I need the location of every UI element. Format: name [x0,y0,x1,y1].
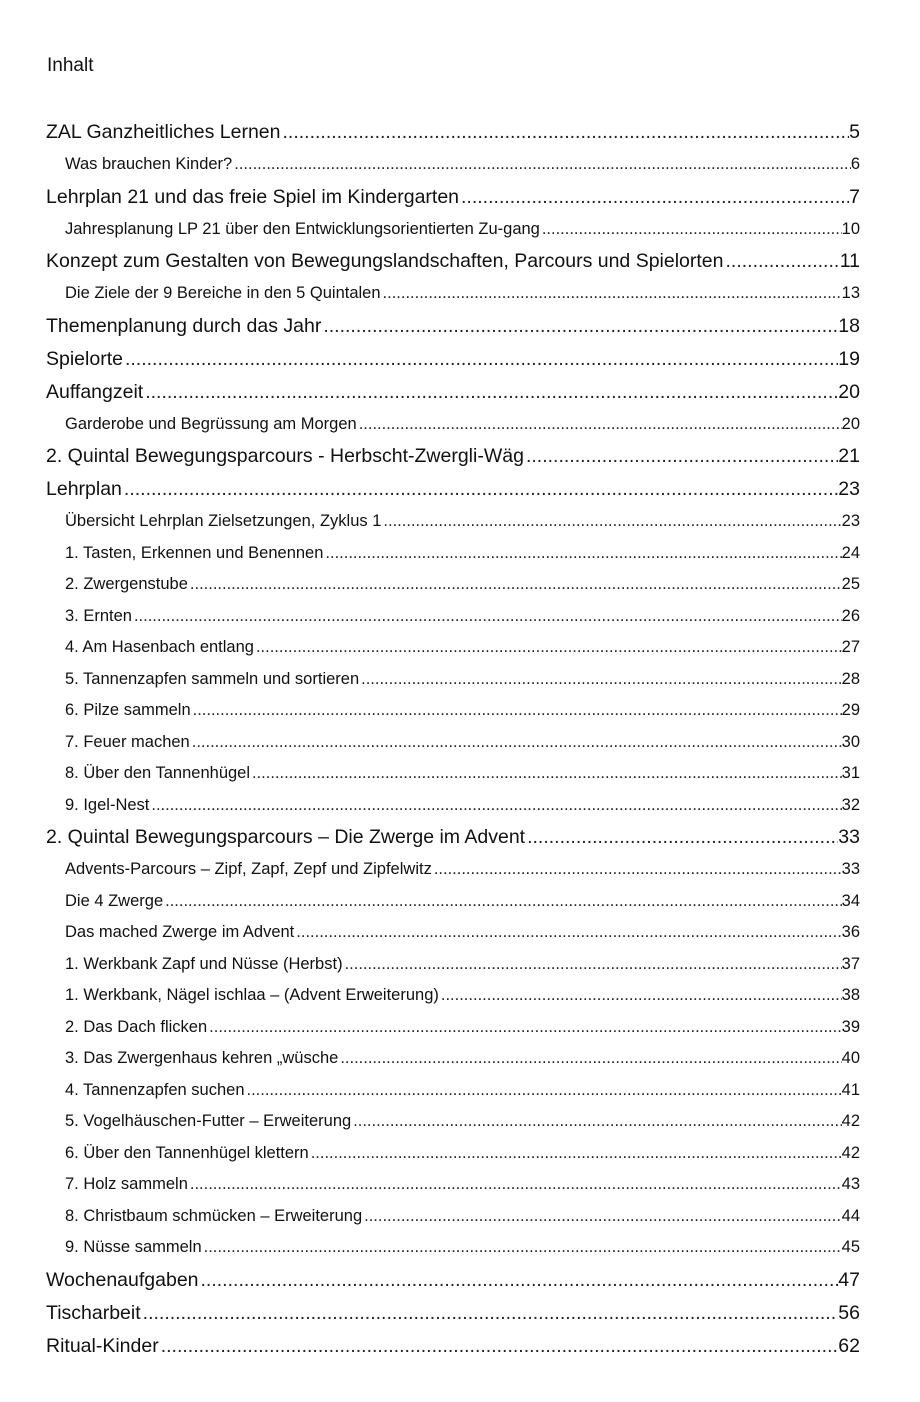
toc-entry-title: 2. Zwergenstube [65,575,188,593]
toc-subentry[interactable] [46,664,860,696]
toc-entry-title: 5. Vogelhäuschen-Futter – Erweiterung [65,1112,352,1130]
dot-leader [724,245,840,278]
toc-entry-title: 1. Werkbank, Nägel ischlaa – (Advent Erweiterung) [65,986,439,1004]
toc-subentry[interactable] [46,601,860,633]
dot-leader [143,376,838,409]
dot-leader [207,1012,841,1044]
toc-entry-title: 7. Feuer machen [65,732,190,751]
toc-subentry[interactable] [46,758,860,790]
toc-page-number: 10 [841,219,860,238]
toc-entry[interactable] [46,181,860,214]
dot-leader [202,1232,842,1264]
dot-leader [359,664,842,696]
toc-subentry[interactable] [46,149,860,181]
toc-subentry[interactable] [46,1169,860,1201]
toc-entry-title: Konzept zum Gestalten von Bewegungslandschaften, Parcours und Spielorten [46,250,724,272]
toc-entry-title: 6. Pilze sammeln [65,701,191,719]
toc-entry-title: Themenplanung durch das Jahr [46,314,322,337]
toc-page-number: 30 [841,732,860,751]
toc-page-number: 24 [841,543,860,562]
toc-page-number: 28 [841,669,860,688]
toc-subentry[interactable] [46,569,860,601]
toc-entry-title: 8. Christbaum schmücken – Erweiterung [65,1206,363,1225]
toc-entry[interactable] [46,440,860,473]
toc-subentry[interactable] [46,1201,860,1233]
toc-page-number: 19 [838,347,860,370]
toc-entry-title: 3. Das Zwergenhaus kehren „wüsche [65,1049,339,1067]
dot-leader [281,116,850,149]
table-of-contents [46,116,860,1363]
toc-subentry[interactable] [46,1012,860,1044]
toc-subentry[interactable] [46,409,860,441]
toc-subentry[interactable] [46,790,860,822]
toc-entry[interactable] [46,310,860,343]
dot-leader [321,310,838,343]
dot-leader [149,790,841,822]
toc-subentry[interactable] [46,886,860,918]
toc-page-number: 20 [841,414,860,433]
toc-page-number: 27 [841,638,860,656]
toc-page-number: 18 [838,314,860,337]
toc-page-number: 23 [838,478,860,500]
dot-leader [351,1106,841,1138]
dot-leader [540,214,842,246]
toc-page-number: 33 [841,860,860,878]
toc-page-number: 43 [841,1175,860,1193]
toc-entry-title: Das mached Zwerge im Advent [65,923,295,941]
toc-entry-title: Lehrplan 21 und das freie Spiel im Kindergarten [46,185,460,208]
toc-entry-title: 9. Nüsse sammeln [65,1238,202,1256]
toc-entry-title: Auffangzeit [46,380,144,403]
toc-page-number: 5 [849,121,860,143]
toc-entry-title: 7. Holz sammeln [65,1175,188,1193]
toc-entry-title: Wochenaufgaben [46,1268,199,1291]
toc-entry-title: Jahresplanung LP 21 über den Entwicklungsorientierten Zu-gang [65,219,540,238]
dot-leader [191,695,842,727]
toc-page-number: 47 [838,1268,860,1291]
toc-entry[interactable] [46,821,860,854]
toc-entry[interactable] [46,1297,860,1330]
toc-entry-title: 2. Quintal Bewegungsparcours - Herbscht-Zwergli-Wäg [46,445,524,467]
toc-page-number: 23 [841,512,860,530]
dot-leader [159,1330,839,1363]
toc-page-number: 11 [839,250,860,272]
toc-page-number: 40 [841,1049,860,1067]
toc-entry-title: Spielorte [46,347,123,370]
toc-entry-title: Tischarbeit [46,1301,141,1324]
toc-entry-title: Garderobe und Begrüssung am Morgen [65,414,357,433]
toc-page-number: 7 [849,185,860,208]
toc-subentry[interactable] [46,538,860,570]
dot-leader [459,181,849,214]
dot-leader [294,917,841,949]
toc-subentry[interactable] [46,214,860,246]
toc-page-number: 41 [841,1080,860,1099]
dot-leader [338,1043,841,1075]
dot-leader [254,632,842,664]
toc-subentry[interactable] [46,727,860,759]
toc-entry-title: Was brauchen Kinder? [65,155,233,173]
toc-entry-title: 8. Über den Tannenhügel [65,764,251,782]
toc-entry-title: Lehrplan [46,478,122,500]
toc-page-number: 44 [841,1206,860,1225]
toc-entry[interactable] [46,343,860,376]
toc-entry-title: 2. Quintal Bewegungsparcours – Die Zwerge im Advent [46,826,526,848]
toc-subentry[interactable] [46,1138,860,1170]
toc-page-number: 31 [841,764,860,782]
toc-page-number: 38 [841,986,860,1004]
toc-entry-title: Ritual-Kinder [46,1334,159,1357]
dot-leader [199,1264,839,1297]
toc-subentry[interactable] [46,1075,860,1107]
dot-leader [188,569,842,601]
dot-leader [381,278,842,310]
toc-page-number: 34 [841,891,860,910]
toc-page-number: 45 [841,1238,860,1256]
dot-leader [188,1169,842,1201]
toc-page-number: 25 [841,575,860,593]
toc-entry-title: 4. Tannenzapfen suchen [65,1080,245,1099]
toc-entry-title: 3. Ernten [65,606,132,625]
toc-page-number: 36 [841,923,860,941]
dot-leader [525,821,838,854]
toc-page-number: 13 [841,284,860,302]
toc-entry[interactable] [46,1330,860,1363]
toc-page-number: 56 [838,1301,860,1324]
toc-entry[interactable] [46,376,860,409]
dot-leader [343,949,842,981]
toc-subentry[interactable] [46,1106,860,1138]
dot-leader [163,886,842,918]
toc-page-number: 33 [838,826,860,848]
dot-leader [250,758,842,790]
dot-leader [232,149,851,181]
toc-entry[interactable] [46,116,860,149]
toc-heading: Inhalt [47,55,94,76]
dot-leader [362,1201,842,1233]
toc-entry[interactable] [46,245,860,278]
dot-leader [123,343,838,376]
toc-page-number: 32 [841,795,860,814]
toc-subentry[interactable] [46,949,860,981]
toc-entry-title: Übersicht Lehrplan Zielsetzungen, Zyklus 1 [65,512,382,530]
dot-leader [132,601,842,633]
toc-entry-title: 4. Am Hasenbach entlang [65,638,254,656]
toc-page-number: 6 [850,155,860,173]
dot-leader [141,1297,839,1330]
toc-subentry[interactable] [46,632,860,664]
dot-leader [439,980,842,1012]
dot-leader [524,440,838,473]
toc-page-number: 37 [841,954,860,973]
toc-entry-title: ZAL Ganzheitliches Lernen [46,121,281,143]
toc-entry-title: 1. Werkbank Zapf und Nüsse (Herbst) [65,954,343,973]
toc-entry-title: Advents-Parcours – Zipf, Zapf, Zepf und Zipfelwitz [65,860,432,878]
toc-subentry[interactable] [46,506,860,538]
toc-entry-title: Die 4 Zwerge [65,891,164,910]
toc-entry-title: 6. Über den Tannenhügel klettern [65,1143,309,1162]
toc-entry-title: 1. Tasten, Erkennen und Benennen [65,543,324,562]
toc-page-number: 42 [841,1143,860,1162]
dot-leader [323,538,841,570]
toc-page-number: 62 [838,1334,860,1357]
toc-entry[interactable] [46,473,860,506]
toc-subentry[interactable] [46,695,860,727]
dot-leader [190,727,842,759]
toc-page-number: 26 [841,606,860,625]
toc-subentry[interactable] [46,917,860,949]
toc-entry[interactable] [46,1264,860,1297]
toc-subentry[interactable] [46,854,860,886]
toc-page-number: 21 [838,445,860,467]
toc-subentry[interactable] [46,1043,860,1075]
toc-page-number: 39 [841,1017,860,1036]
toc-subentry[interactable] [46,278,860,310]
toc-entry-title: 9. Igel-Nest [65,795,150,814]
toc-page-number: 42 [841,1112,860,1130]
toc-entry-title: 5. Tannenzapfen sammeln und sortieren [65,669,360,688]
dot-leader [245,1075,842,1107]
toc-subentry[interactable] [46,980,860,1012]
dot-leader [309,1138,842,1170]
dot-leader [122,473,838,506]
toc-page-number: 20 [838,380,860,403]
toc-entry-title: 2. Das Dach flicken [65,1017,208,1036]
toc-page-number: 29 [841,701,860,719]
toc-entry-title: Die Ziele der 9 Bereiche in den 5 Quintalen [65,284,381,302]
dot-leader [381,506,841,538]
toc-subentry[interactable] [46,1232,860,1264]
dot-leader [357,409,842,441]
dot-leader [432,854,842,886]
